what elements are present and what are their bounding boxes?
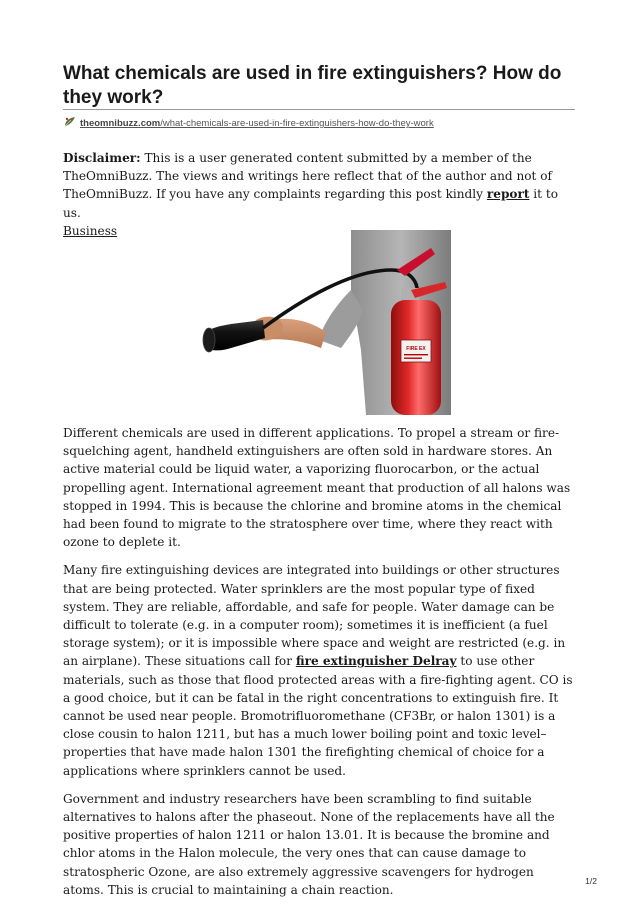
article-title: What chemicals are used in fire extinguishers? How do they work? bbox=[63, 63, 562, 108]
fire-extinguisher-photo bbox=[201, 230, 451, 415]
report-link[interactable]: report bbox=[486, 187, 530, 202]
extinguisher-label: FIRE EX bbox=[406, 346, 426, 352]
title-divider bbox=[63, 109, 575, 110]
category-link-business[interactable]: Business bbox=[63, 223, 118, 238]
article-body bbox=[63, 424, 575, 909]
page-number: 1/2 bbox=[585, 876, 597, 886]
paragraph-3: Government and industry researchers have been scrambling to find suitable alternatives to halons after the phaseout. None of the replacements have all the positive properties of halon 1211 or halon 13.01. It is because the bromine and chlor atoms in the Halon molecule, the very ones that can cause damage to stratospheric Ozone, are also extremely aggressive scavengers for hydrogen atoms. This is crucial to maintaining a chain reaction. bbox=[63, 791, 555, 897]
disclaimer-label: Disclaimer: bbox=[63, 151, 141, 165]
source-link[interactable]: theomnibuzz.com/what-chemicals-are-used-in-fire-extinguishers-how-do-they-work bbox=[80, 118, 434, 129]
leaf-bookmark-icon bbox=[63, 116, 77, 133]
paragraph-1: Different chemicals are used in different applications. To propel a stream or fire-squelching agent, handheld extinguishers are often sold in hardware stores. An active material could be liquid water, a vaporizing fluorocarbon, or the actual propelling agent. International agreement meant that production of all halons was stopped in 1994. This is because the chlorine and bromine atoms in the chemical had been found to migrate to the stratosphere over time, where they react with ozone to deplete it. bbox=[63, 426, 571, 550]
disclaimer bbox=[63, 149, 575, 240]
disclaimer-text-end: it to us. bbox=[63, 187, 558, 220]
source-url bbox=[63, 116, 434, 130]
fire-extinguisher-delray-link[interactable]: fire extinguisher Delray bbox=[295, 654, 457, 669]
paragraph-2: Many fire extinguishing devices are integrated into buildings or other structures that are being protected. Water sprinklers are the most popular type of fixed system. They are reliable, affordable, and safe for people. Water damage can be difficult to tolerate (e.g. in a computer room); sometimes it is inefficient (a fuel storage system); or it is impossible where space and weight are restricted (e.g. in an airplane). These situations call for fire extinguisher Delray to use other materials, such as those that flood protected areas with a fire-fighting agent. CO is a good choice, but it can be fatal in the right concentrations to extinguish fire. It cannot be used near people. Bromotrifluoromethane (CF3Br, or halon 1301) is a close cousin to halon 1211, but has a much lower boiling point and toxic level–properties that have made halon 1301 the firefighting chemical of choice for a applications where sprinklers cannot be used. bbox=[63, 563, 573, 778]
disclaimer-text: This is a user generated content submitted by a member of the TheOmniBuzz. The views and writings here reflect that of the author and not of TheOmniBuzz. If you have any complaints regarding this post kindly bbox=[63, 151, 553, 202]
